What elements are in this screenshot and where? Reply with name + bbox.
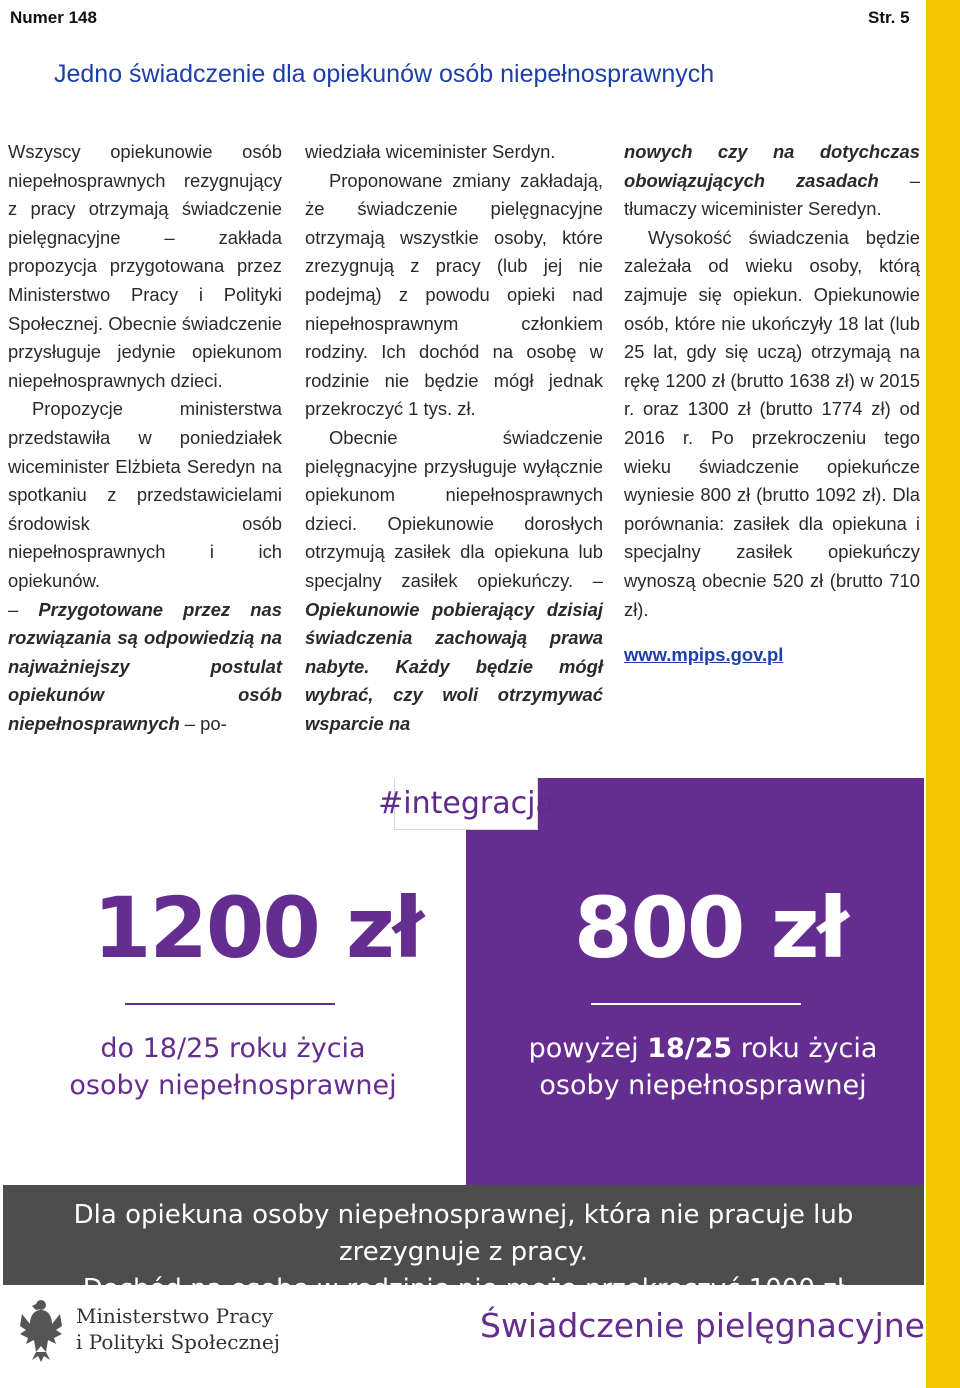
ministry-name-line-2: i Polityki Społecznej — [76, 1330, 280, 1354]
income-condition-bar — [3, 1185, 924, 1304]
quote-bold: nowych czy na dotychczas obowiązujących zasadach — [624, 141, 920, 191]
paragraph: Proponowane zmiany zakładają, że świadczenie pielęgnacyjne otrzymają wszystkie osoby, które zrezygnują z pracy (lub jej nie podejmą) z powodu opieki nad niepełnosprawnym członkiem rodziny. Ich dochód na osobę w rodzinie nie będzie mógł jednak przekroczyć 1 tys. zł. — [305, 169, 603, 420]
condition-line-2: Dochód na osobę w rodzinie nie może przekroczyć 1000 zł — [82, 1274, 845, 1304]
infographic-banner — [3, 778, 924, 1304]
amount-under-age: 1200 zł — [93, 879, 423, 977]
caption-under-age: do 18/25 roku życia osoby niepełnosprawnej — [69, 1033, 397, 1101]
paragraph: Wszyscy opiekunowie osób niepełnosprawnych rezygnujący z pracy otrzymają świadczenie pielęgnacyjne – zakłada propozycja przygotowana przez Ministerstwo Pracy i Polityki Społecznej. Obecnie świadczenie przysługuje jedynie opiekunom niepełnosprawnych dzieci. — [8, 141, 282, 391]
amount-over-age: 800 zł — [574, 879, 847, 977]
article-column-3 — [624, 138, 920, 670]
ministry-website-link[interactable]: www.mpips.gov.pl — [624, 644, 784, 666]
article-column-2 — [305, 138, 603, 738]
eagle-emblem-icon — [18, 1296, 64, 1362]
service-title: Świadczenie pielęgnacyjne — [480, 1306, 925, 1345]
purple-panel — [466, 778, 924, 1185]
ministry-logo — [18, 1296, 280, 1362]
article-title: Jedno świadczenie dla opiekunów osób niepełnosprawnych — [54, 60, 715, 88]
paragraph: Propozycje ministerstwa przedstawiła w poniedziałek wiceminister Elżbieta Seredyn na spotkaniu z przedstawicielami środowisk osób niepełnosprawnych i ich opiekunów. — [8, 398, 282, 591]
paragraph: wiedziała wiceminister Serdyn. — [305, 141, 556, 162]
issue-number: Numer 148 — [10, 8, 97, 27]
paragraph-quote: – Przygotowane przez nas rozwiązania są odpowiedzią na najważniejszy postulat opiekunów osób niepełnosprawnych – po- — [8, 598, 282, 734]
hashtag-label: #integracja — [394, 778, 538, 830]
divider — [591, 1003, 801, 1005]
ministry-name-line-1: Ministerstwo Pracy — [76, 1304, 274, 1328]
quote-bold: Przygotowane przez nas rozwiązania są odpowiedzią na najważniejszy postulat opiekunów osób niepełnosprawnych — [8, 598, 282, 734]
paragraph: Wysokość świadczenia będzie zależała od wieku osoby, którą zajmuje się opiekun. Opiekunowie osób, które nie ukończyły 18 lat (lub 25 lat, gdy się uczą) otrzymają na rękę 1200 zł (brutto 1638 zł) w 2015 r. oraz 1300 zł (brutto 1774 zł) od 2016 r. Po przekroczeniu tego wieku świadczenie opiekuńcze wyniesie 800 zł (brutto 1092 zł). Dla porównania: zasiłek dla opiekuna i specjalny zasiłek opiekuńczy wynoszą obecnie 520 zł (brutto 710 zł). — [624, 226, 920, 620]
page-number: Str. 5 — [868, 8, 910, 27]
condition-line-1: Dla opiekuna osoby niepełnosprawnej, która nie pracuje lub zrezygnuje z pracy. — [73, 1200, 854, 1267]
article-column-1 — [8, 138, 282, 738]
paragraph-quote: nowych czy na dotychczas obowiązujących zasadach – tłumaczy wiceminister Seredyn. — [624, 141, 920, 220]
page-accent-bar — [926, 0, 960, 1388]
divider — [125, 1003, 335, 1005]
paragraph-quote: Obecnie świadczenie pielęgnacyjne przysługuje wyłącznie opiekunom niepełnosprawnych dzieci. Opiekunowie dorosłych otrzymują zasiłek dla opiekuna lub specjalny zasiłek opiekuńczy. – Opiekunowie pobierający dzisiaj świadczenia zachowają prawa nabyte. Każdy będzie mógł wybrać, czy woli otrzymywać wsparcie na — [305, 426, 603, 734]
caption-over-age: powyżej 18/25 roku życia osoby niepełnosprawnej — [528, 1033, 878, 1101]
quote-bold: Opiekunowie pobierający dzisiaj świadczenia zachowają prawa nabyte. Każdy będzie mógł wybrać, czy woli otrzymywać wsparcie na — [305, 598, 603, 734]
